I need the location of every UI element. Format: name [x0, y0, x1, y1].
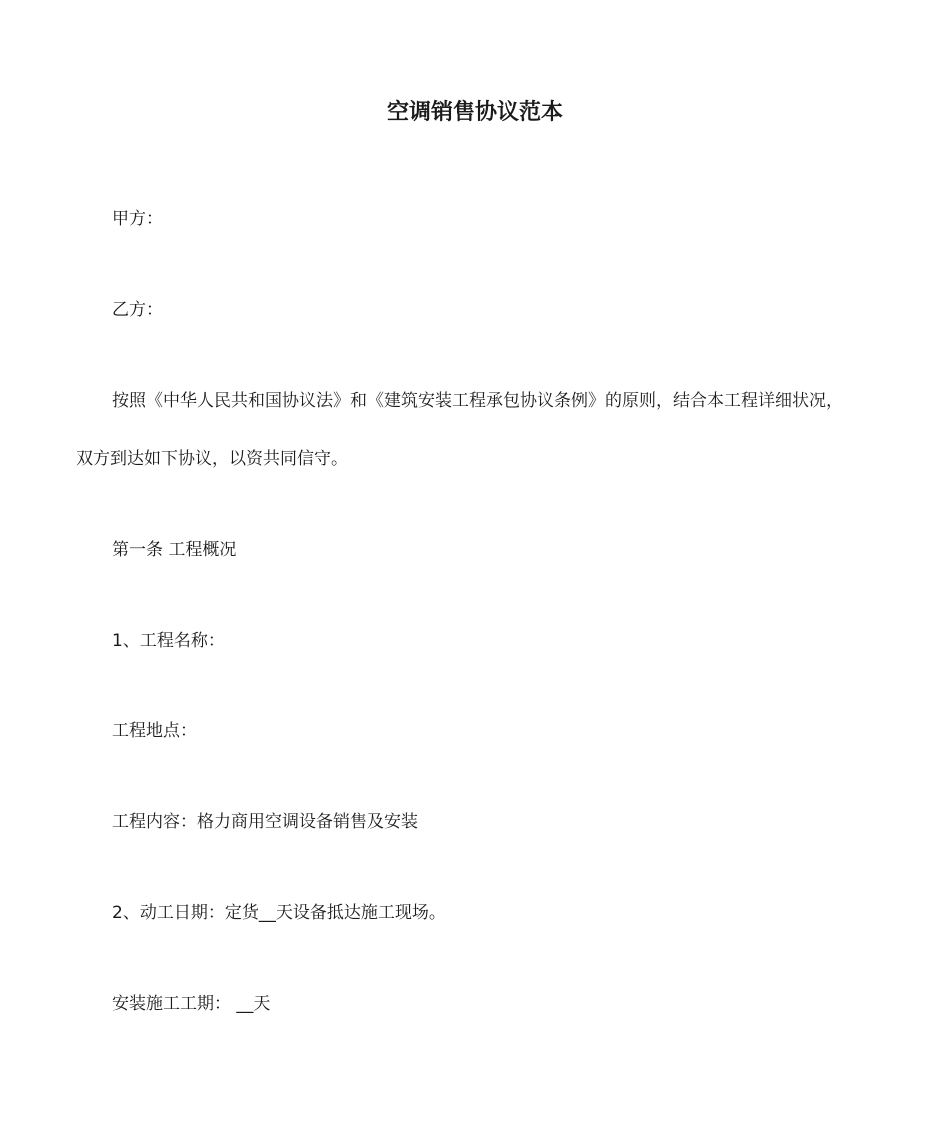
party-a-line: 甲方： [112, 209, 163, 229]
preamble-paragraph-continued [76, 444, 896, 474]
start-date-line: 2、动工日期：定货__天设备抵达施工现场。 [112, 903, 446, 923]
preamble-paragraph [76, 386, 896, 416]
document-title: 空调销售协议范本 [386, 100, 563, 125]
project-content-line: 工程内容：格力商用空调设备销售及安装 [112, 812, 418, 832]
installation-period-line: 安装施工工期： __天 [112, 994, 271, 1014]
preamble-line-1: 按照《中华人民共和国协议法》和《建筑安装工程承包协议条例》的原则，结合本工程详细状况， [112, 391, 843, 411]
preamble-line-2: 双方到达如下协议，以资共同信守。 [76, 449, 348, 469]
party-b-line: 乙方： [112, 300, 163, 320]
project-name-line: 1、工程名称： [112, 631, 225, 651]
project-location-line: 工程地点： [112, 721, 197, 741]
article-1-heading: 第一条 工程概况 [112, 540, 237, 560]
